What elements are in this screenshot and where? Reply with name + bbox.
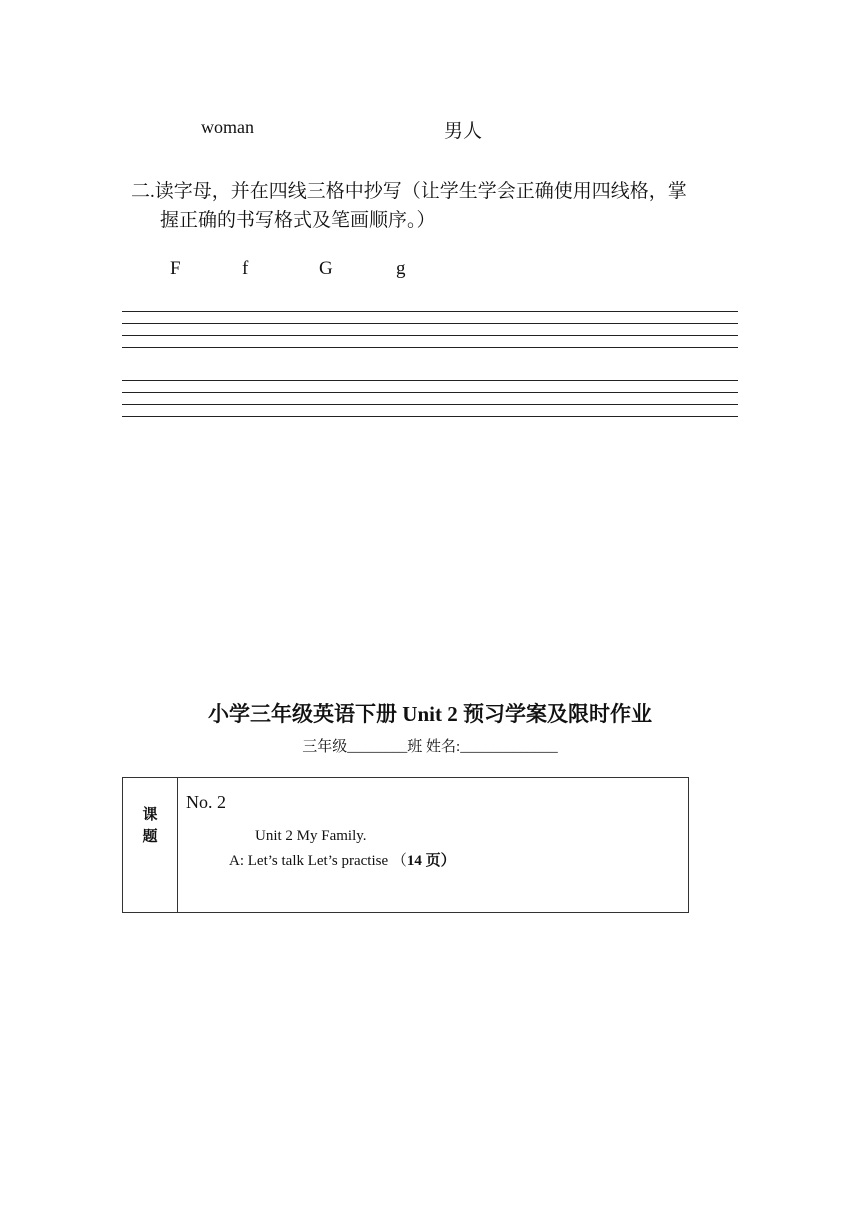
table-header-char-1: 课: [142, 805, 158, 823]
grid-line: [122, 323, 738, 324]
table-header-char-2: 题: [142, 827, 158, 845]
lesson-number: No. 2: [186, 792, 226, 812]
vocab-english-word: woman: [201, 117, 254, 137]
page-suffix: 页）: [421, 853, 456, 869]
question-2-line-2: 握正确的书写格式及笔画顺序。）: [160, 210, 436, 231]
table-divider: [177, 778, 178, 912]
letter-2: f: [242, 258, 249, 279]
question-2-instruction: [131, 177, 741, 235]
grid-line: [122, 380, 738, 381]
lesson-section: [229, 849, 456, 870]
letter-1: F: [170, 258, 181, 279]
grid-line: [122, 416, 738, 417]
letter-3: G: [319, 258, 333, 279]
grid-line: [122, 392, 738, 393]
vocab-chinese-word: 男人: [444, 121, 483, 142]
letter-4: g: [396, 258, 406, 279]
worksheet-title: 小学三年级英语下册 Unit 2 预习学案及限时作业: [208, 702, 652, 726]
grid-line: [122, 404, 738, 405]
class-name-line: 三年级________班 姓名:_____________: [302, 739, 558, 755]
grid-line: [122, 311, 738, 312]
unit-title: Unit 2 My Family.: [255, 828, 367, 844]
grid-line: [122, 335, 738, 336]
lesson-table: [122, 777, 689, 913]
question-2-line-1: 二.读字母，并在四线三格中抄写（让学生学会正确使用四线格，掌: [131, 181, 687, 202]
grid-line: [122, 347, 738, 348]
page-number: 14: [406, 853, 422, 869]
table-header-topic: [123, 803, 177, 847]
lesson-section-text: A: Let’s talk Let’s practise （: [229, 853, 407, 869]
